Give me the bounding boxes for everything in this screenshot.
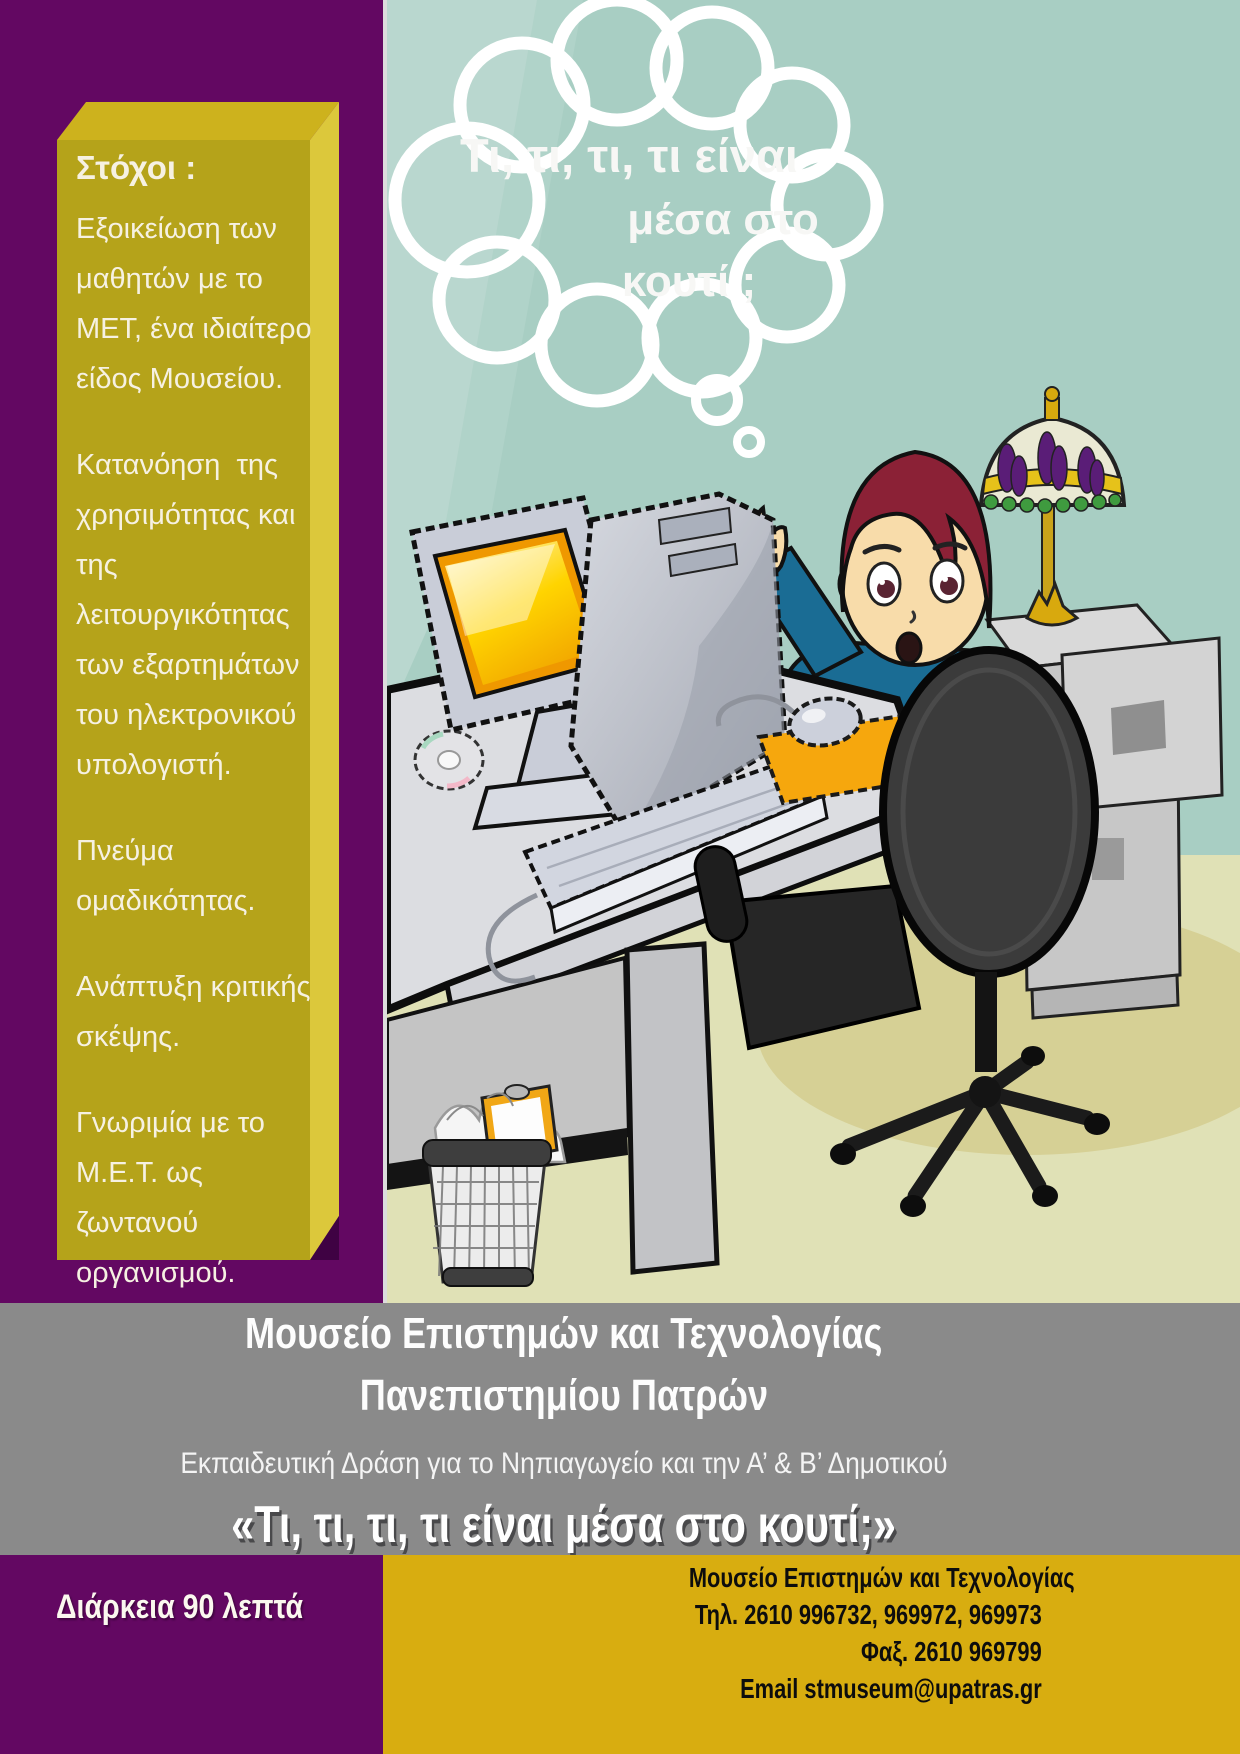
scene-illustration [387,0,1240,1303]
chair-post [975,972,997,1072]
bubble-line-1: Τι, τι, τι, τι είναι [460,129,798,182]
chair-back [883,650,1095,974]
cd-disc [415,731,483,789]
footer-purple-block [0,1555,383,1754]
goal-item: Κατανόηση της χρησιμότητας και της λειτουργικότητας των εξαρτημάτων του ηλεκτρονικού υπολογιστή. [76,448,308,781]
museum-title-line1: Μουσείο Επιστημών και Τεχνολογίας [245,1309,883,1358]
title-band [0,1303,1240,1555]
contact-email: Email stmuseum@upatras.gr [740,1673,1042,1704]
boy-mouth [897,633,921,663]
goal-item: Πνεύμα ομαδικότητας. [76,834,256,917]
goal-item: Εξοικείωση των μαθητών με το ΜΕΤ, ένα ιδιαίτερο είδος Μουσείου. [76,212,320,395]
goal-item: Γνωριμία με το Μ.Ε.Τ. ως ζωντανού οργανισμού. [76,1106,273,1289]
contact-phone: Τηλ. 2610 996732, 969972, 969973 [695,1599,1042,1630]
bubble-line-2: μέσα στο [627,195,819,244]
goal-title: Στόχοι : [76,149,197,186]
goal-item: Ανάπτυξη κριτικής σκέψης. [76,970,319,1053]
bin-rim [423,1140,551,1166]
activity-quote-title: «Τι, τι, τι, τι είναι μέσα στο κουτί;» [231,1496,897,1554]
desk-leg [627,944,717,1272]
contact-block [580,1559,1240,1707]
goal-box-top-fold [57,102,339,140]
cabinet-drawer-handle [1111,700,1166,755]
bubble-line-3: κουτί ; [621,257,757,306]
activity-subtitle: Εκπαιδευτική Δράση για το Νηπιαγωγείο και την Α’ & Β’ Δημοτικού [180,1447,948,1480]
contact-fax: Φαξ. 2610 969799 [861,1636,1042,1667]
goal-list [76,148,332,1334]
illustration-area [383,0,1240,1303]
museum-title-line2: Πανεπιστημίου Πατρών [359,1371,769,1420]
contact-name: Μουσείο Επιστημών και Τεχνολογίας [688,1562,1075,1593]
duration-label: Διάρκεια 90 λεπτά [56,1588,304,1626]
